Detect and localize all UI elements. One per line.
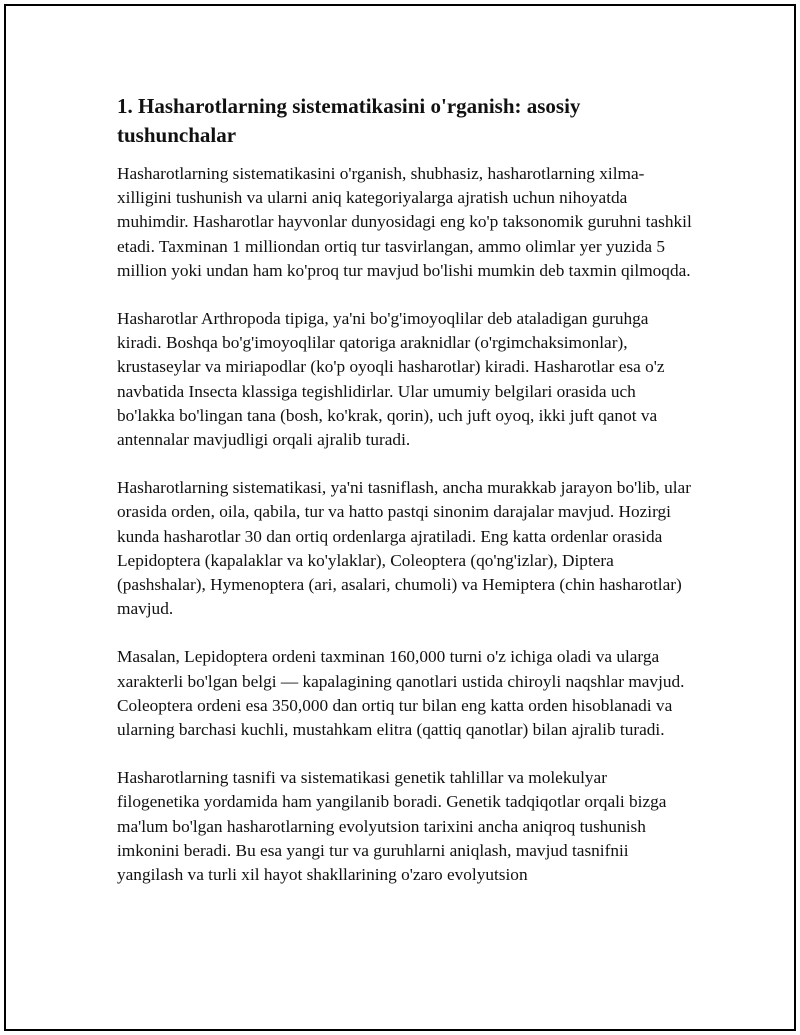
document-body xyxy=(117,92,692,911)
paragraph-4: Masalan, Lepidoptera ordeni taxminan 160,000 turni o'z ichiga oladi va ularga xarakterli bo'lgan belgi — kapalagining qanotlari ustida chiroyli naqshlar mavjud. Coleoptera ordeni esa 350,000 dan ortiq tur bilan eng katta orden hisoblanadi va ularning barchasi kuchli, mustahkam elitra (qattiq qanotlar) bilan ajralib turadi. xyxy=(117,647,685,740)
paragraph-2: Hasharotlar Arthropoda tipiga, ya'ni bo'g'imoyoqlilar deb ataladigan guruhga kiradi. Boshqa bo'g'imoyoqlilar qatoriga araknidlar (o'rgimchaksimonlar), krustaseylar va miriapodlar (ko'p oyoqli hasharotlar) kiradi. Hasharotlar esa o'z navbatida Insecta klassiga tegishlidirlar. Ular umumiy belgilari orasida uch bo'lakka bo'lingan tana (bosh, ko'krak, qorin), uch juft oyoq, ikki juft qanot va antennalar mavjudligi orqali ajralib turadi. xyxy=(117,309,665,450)
paragraph-5: Hasharotlarning tasnifi va sistematikasi genetik tahlillar va molekulyar filogenetika yordamida ham yangilanib boradi. Genetik tadqiqotlar orqali bizga ma'lum bo'lgan hasharotlarning evolyutsion tarixini ancha aniqroq tushunish imkonini beradi. Bu esa yangi tur va guruhlarni aniqlash, mavjud tasnifnii yangilash va turli xil hayot shakllarining o'zaro evolyutsion xyxy=(117,768,667,885)
paragraph-1: Hasharotlarning sistematikasini o'rganish, shubhasiz, hasharotlarning xilma-xilligini tushunish va ularni aniq kategoriyalarga ajratish uchun nihoyatda muhimdir. Hasharotlar hayvonlar dunyosidagi eng ko'p taksonomik guruhni tashkil etadi. Taxminan 1 milliondan ortiq tur tasvirlangan, ammo olimlar yer yuzida 5 million yoki undan ham ko'proq tur mavjud bo'lishi mumkin deb taxmin qilmoqda. xyxy=(117,164,692,280)
paragraph-3: Hasharotlarning sistematikasi, ya'ni tasniflash, ancha murakkab jarayon bo'lib, ular orasida orden, oila, qabila, tur va hatto pastqi sinonim darajalar mavjud. Hozirgi kunda hasharotlar 30 dan ortiq ordenlarga ajratiladi. Eng katta ordenlar orasida Lepidoptera (kapalaklar va ko'ylaklar), Coleoptera (qo'ng'izlar), Diptera (pashshalar), Hymenoptera (ari, asalari, chumoli) va Hemiptera (chin hasharotlar) mavjud. xyxy=(117,478,691,619)
section-heading: 1. Hasharotlarning sistematikasini o'rganish: asosiy tushunchalar xyxy=(117,94,581,147)
